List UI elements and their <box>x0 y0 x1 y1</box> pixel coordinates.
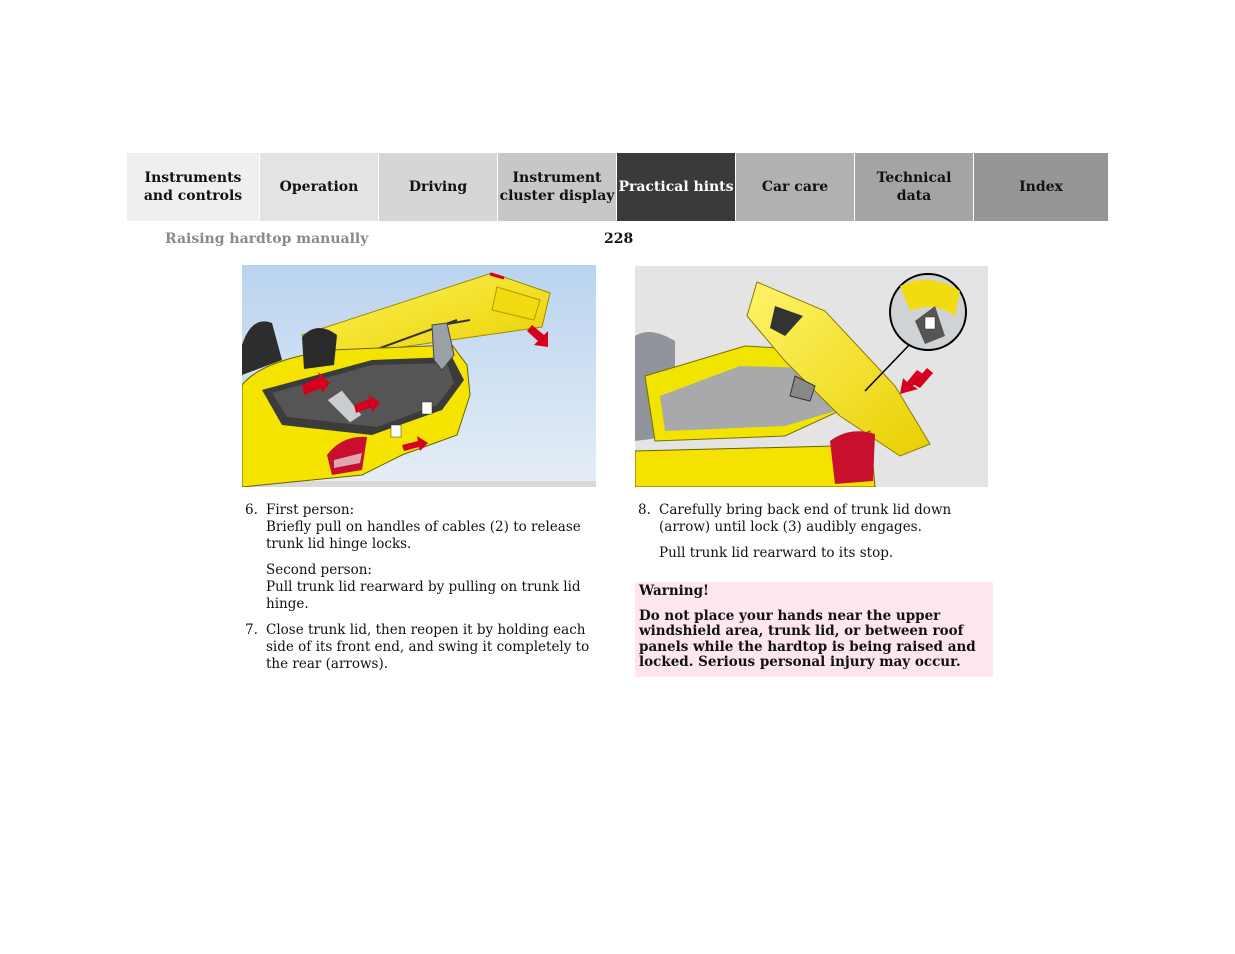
warning-box <box>635 582 993 677</box>
step-text: First person: Briefly pull on handles of cables (2) to release trunk lid hinge locks. <box>266 502 581 552</box>
step-8 <box>638 502 990 562</box>
warning-text: Do not place your hands near the upper windshield area, trunk lid, or between roof panels while the hardtop is being raised and locked. Serious personal injury may occur. <box>639 607 976 670</box>
step-7 <box>245 622 601 673</box>
warning-title: Warning! <box>639 583 709 599</box>
page-number: 228 <box>604 231 634 247</box>
tab-instrument-cluster-display[interactable]: Instrument cluster display <box>497 153 616 221</box>
section-title: Raising hardtop manually <box>165 231 369 247</box>
steps-left-column <box>245 502 601 682</box>
step-number: 7. <box>245 622 258 638</box>
step-6 <box>245 502 601 613</box>
step-text: Carefully bring back end of trunk lid down (arrow) until lock (3) audibly engages. <box>659 502 952 535</box>
tab-operation[interactable]: Operation <box>259 153 378 221</box>
step-text: Second person: Pull trunk lid rearward by pulling on trunk lid hinge. <box>266 562 581 612</box>
tab-technical-data[interactable]: Technical data <box>854 153 973 221</box>
trunk-lid-open-illustration <box>242 265 596 487</box>
step-text: Close trunk lid, then reopen it by holding each side of its front end, and swing it completely to the rear (arrows). <box>266 622 590 672</box>
tab-index[interactable]: Index <box>973 153 1108 221</box>
step-number: 6. <box>245 502 258 518</box>
trunk-lid-closing-illustration <box>635 266 988 487</box>
step-number: 8. <box>638 502 651 518</box>
tab-practical-hints[interactable]: Practical hints <box>616 153 735 221</box>
tab-driving[interactable]: Driving <box>378 153 497 221</box>
tab-car-care[interactable]: Car care <box>735 153 854 221</box>
tab-instruments-and-controls[interactable]: Instruments and controls <box>127 153 259 221</box>
step-text: Pull trunk lid rearward to its stop. <box>659 545 894 561</box>
steps-right-column <box>638 502 990 571</box>
chapter-nav <box>127 153 1108 221</box>
